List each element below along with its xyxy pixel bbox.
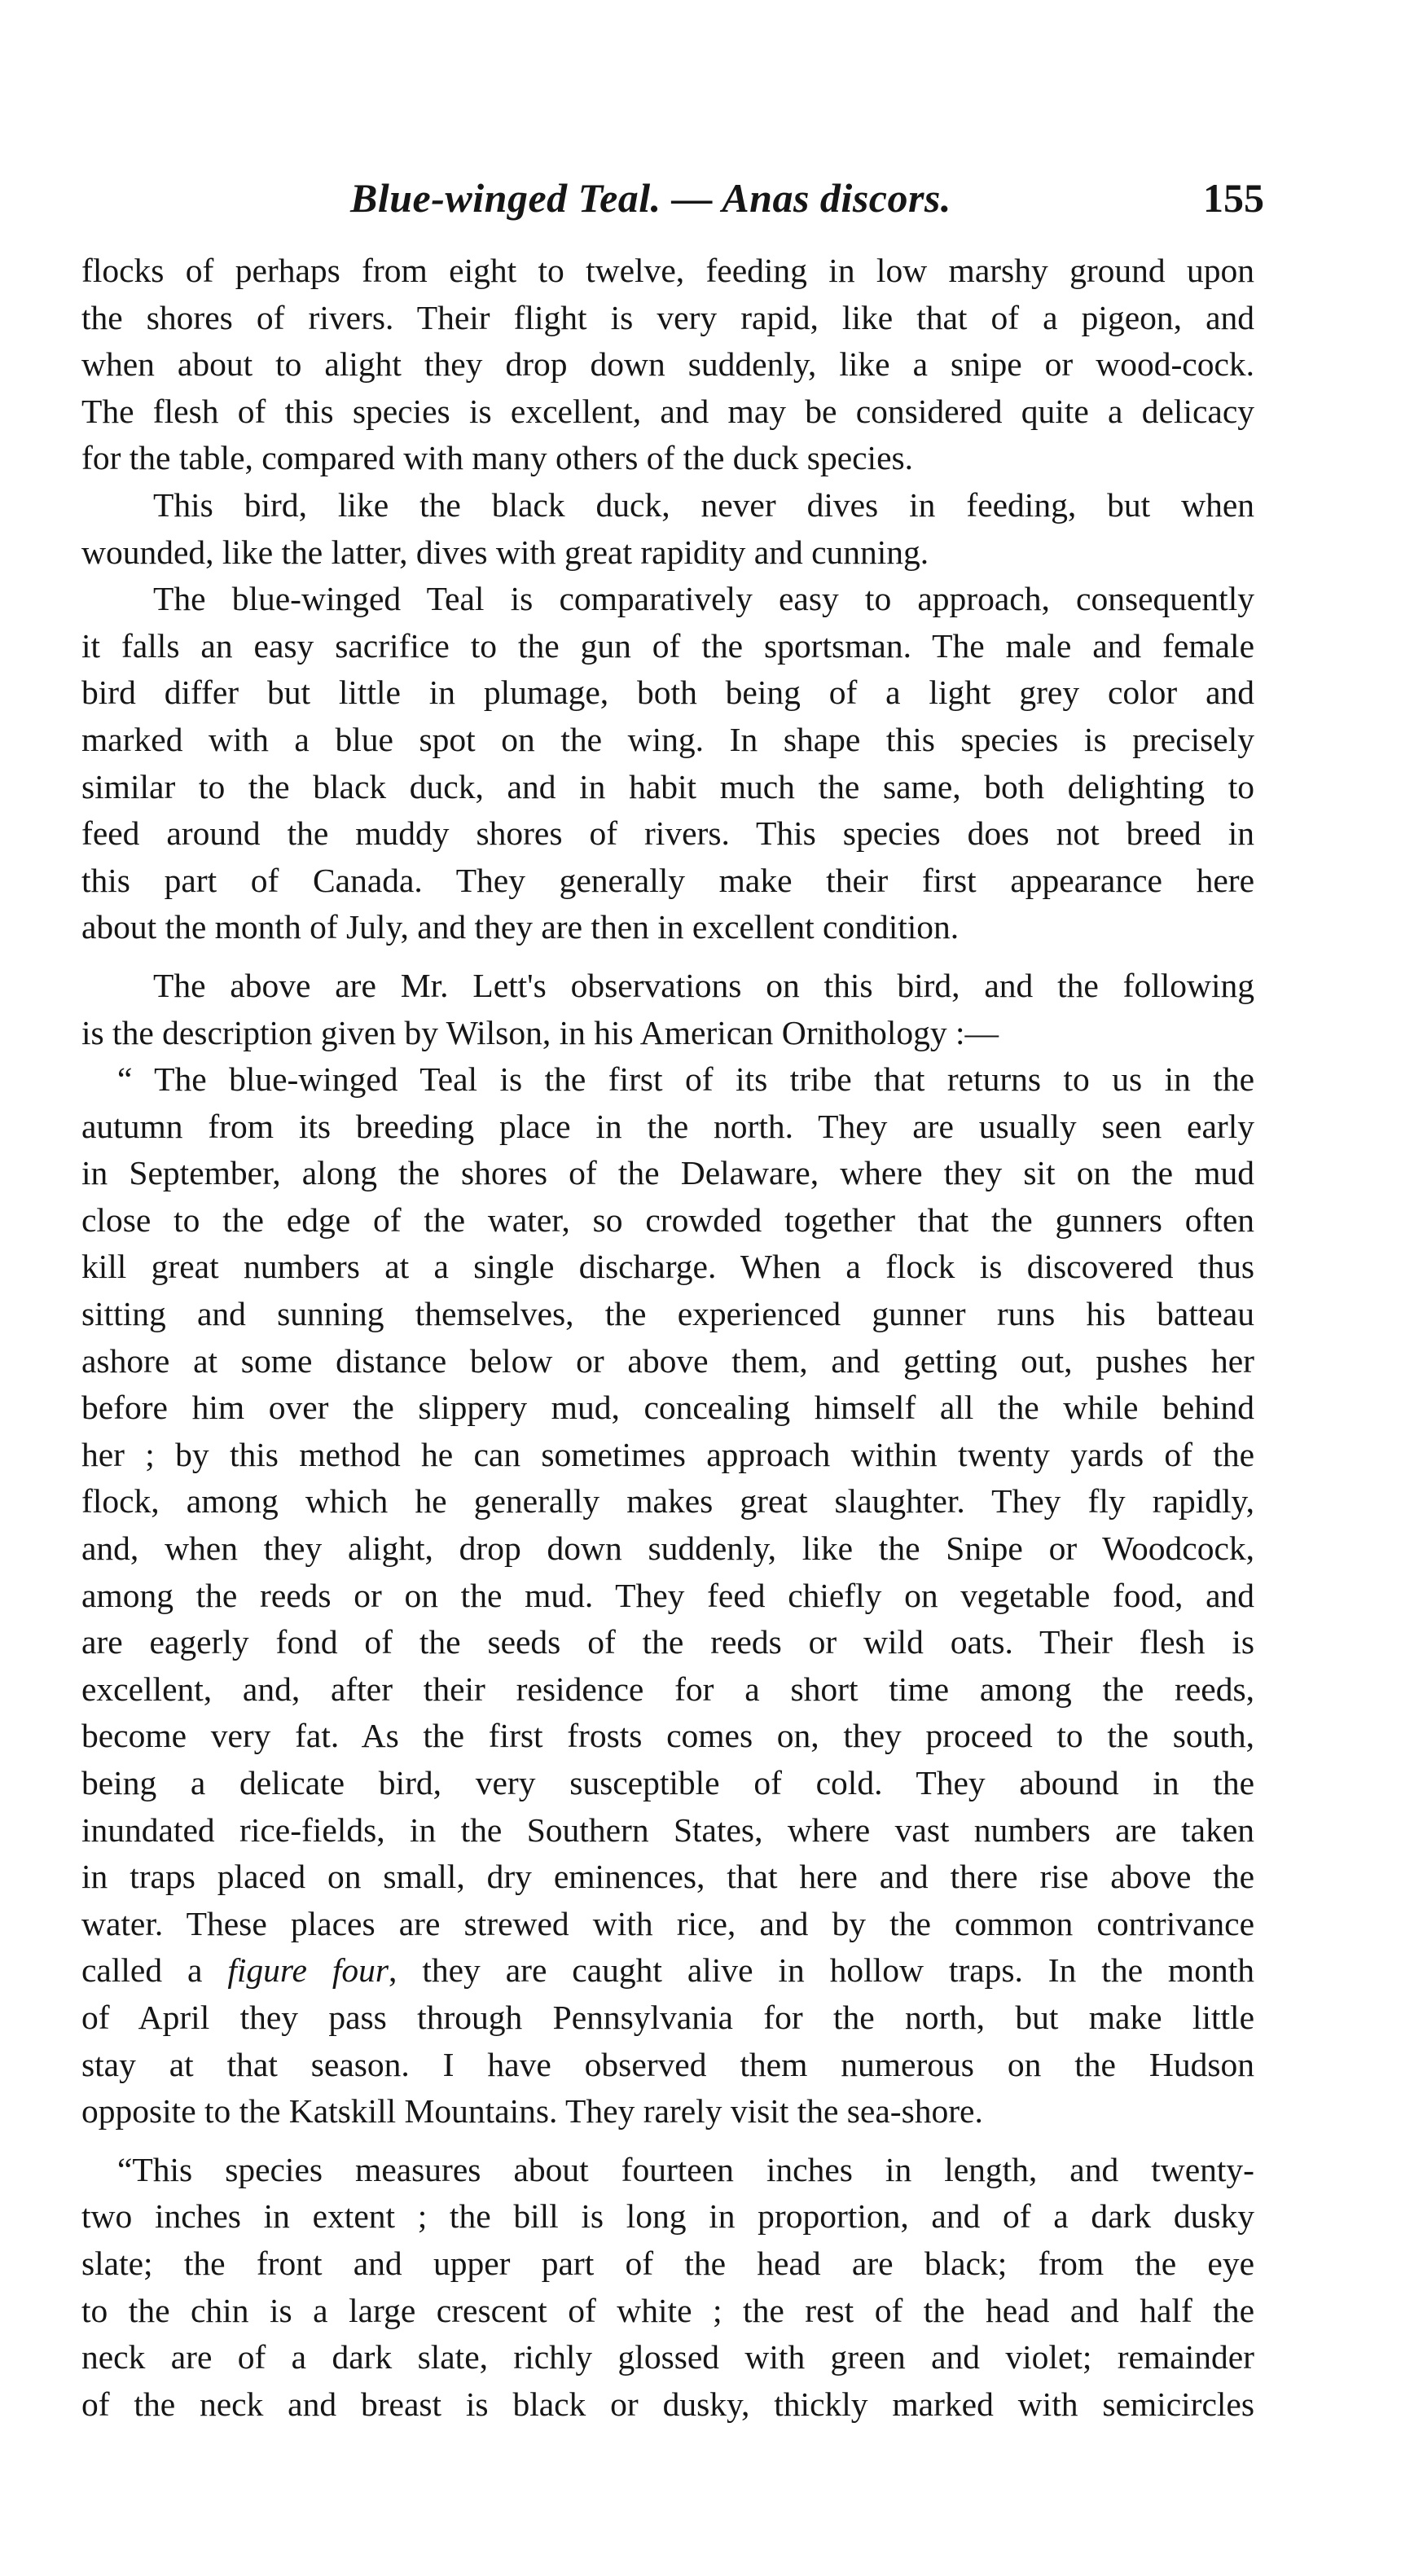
running-head xyxy=(81,163,1264,228)
text-line: bird differ but little in plumage, both being of a light grey color and xyxy=(81,674,1254,712)
paragraph-flocks xyxy=(81,248,1254,482)
body-text xyxy=(81,248,1254,2428)
text-line: this part of Canada. They generally make their first appearance here xyxy=(81,861,1254,899)
text-line: marked with a blue spot on the wing. In shape this species is precisely xyxy=(81,720,1254,758)
text-line: in September, along the shores of the Delaware, where they sit on the mud xyxy=(81,1154,1254,1192)
text-line: kill great numbers at a single discharge. When a flock is discovered thus xyxy=(81,1248,1254,1286)
text-line: opposite to the Katskill Mountains. They rarely visit the sea-shore. xyxy=(81,2092,983,2131)
paragraph-measurements xyxy=(81,2147,1254,2429)
text-line: in traps placed on small, dry eminences, that here and there rise above the xyxy=(81,1858,1254,1896)
text-line: This bird, like the black duck, never dives in feeding, but when xyxy=(153,485,1254,524)
paragraph-approach xyxy=(81,576,1254,951)
text-line: excellent, and, after their residence for a short time among the reeds, xyxy=(81,1670,1254,1708)
text-line: two inches in extent ; the bill is long in proportion, and of a dark dusky xyxy=(81,2197,1254,2236)
book-page xyxy=(81,163,1264,2428)
text-line: flocks of perhaps from eight to twelve, feeding in low marshy ground upon xyxy=(81,252,1254,289)
text-line: before him over the slippery mud, concealing himself all the while behind xyxy=(81,1389,1254,1427)
text-line: flock, among which he generally makes great slaughter. They fly rapidly, xyxy=(81,1482,1254,1521)
text-line: “ The blue-winged Teal is the first of its tribe that returns to us in the xyxy=(117,1060,1254,1099)
text-line: of April they pass through Pennsylvania for the north, but make little xyxy=(81,1998,1254,2036)
text-line: are eagerly fond of the seeds of the reeds or wild oats. Their flesh is xyxy=(81,1623,1254,1661)
paragraph-wilson-quote xyxy=(81,1056,1254,2135)
text-line: when about to alight they drop down suddenly, like a snipe or wood-cock. xyxy=(81,345,1254,384)
text-line: “This species measures about fourteen inches in length, and twenty- xyxy=(117,2150,1254,2188)
text-line-with-italic: called a figure four, they are caught alive in hollow traps. In the month xyxy=(81,1951,1254,1990)
text-line: close to the edge of the water, so crowded together that the gunners often xyxy=(81,1200,1254,1239)
text-line: autumn from its breeding place in the north. They are usually seen early xyxy=(81,1107,1254,1145)
paragraph-wilson-intro xyxy=(81,963,1254,1056)
text-line: is the description given by Wilson, in his American Ornithology :— xyxy=(81,1013,999,1051)
page-number: 155 xyxy=(1203,175,1264,221)
text-line: stay at that season. I have observed them numerous on the Hudson xyxy=(81,2045,1254,2083)
text-line: about the month of July, and they are then in excellent condition. xyxy=(81,908,960,946)
text-line: neck are of a dark slate, richly glossed with green and violet; remainder xyxy=(81,2338,1254,2376)
text-line: inundated rice-fields, in the Southern States, where vast numbers are taken xyxy=(81,1810,1254,1849)
text-line: it falls an easy sacrifice to the gun of the sportsman. The male and female xyxy=(81,626,1254,665)
text-line: for the table, compared with many others of the duck species. xyxy=(81,439,914,477)
text-line: slate; the front and upper part of the head are black; from the eye xyxy=(81,2244,1254,2282)
text-line: similar to the black duck, and in habit much the same, both delighting to xyxy=(81,767,1254,805)
text-line: being a delicate bird, very susceptible of cold. They abound in the xyxy=(81,1764,1254,1801)
text-line: the shores of rivers. Their flight is very rapid, like that of a pigeon, and xyxy=(81,298,1254,336)
text-line: of the neck and breast is black or dusky, thickly marked with semicircles xyxy=(81,2385,1254,2423)
text-line: wounded, like the latter, dives with great rapidity and cunning. xyxy=(81,533,929,571)
text-line: become very fat. As the first frosts comes on, they proceed to the south, xyxy=(81,1717,1254,1755)
text-line: sitting and sunning themselves, the experienced gunner runs his batteau xyxy=(81,1295,1254,1333)
text-line: feed around the muddy shores of rivers. This species does not breed in xyxy=(81,814,1254,853)
text-line: to the chin is a large crescent of white ; the rest of the head and half the xyxy=(81,2291,1254,2329)
text-line: water. These places are strewed with rice, and by the common contrivance xyxy=(81,1904,1254,1942)
text-line: among the reeds or on the mud. They feed chiefly on vegetable food, and xyxy=(81,1576,1254,1614)
text-line: ashore at some distance below or above them, and getting out, pushes her xyxy=(81,1341,1254,1380)
text-line: The flesh of this species is excellent, and may be considered quite a delicacy xyxy=(81,392,1254,430)
text-line: The above are Mr. Lett's observations on this bird, and the following xyxy=(153,966,1254,1004)
paragraph-diving xyxy=(81,482,1254,576)
text-line: and, when they alight, drop down suddenly, like the Snipe or Woodcock, xyxy=(81,1529,1254,1568)
italic-phrase: figure four xyxy=(227,1951,389,1990)
running-title: Blue-winged Teal. — Anas discors. xyxy=(350,175,951,221)
text-line: her ; by this method he can sometimes approach within twenty yards of the xyxy=(81,1435,1254,1473)
text-line: The blue-winged Teal is comparatively easy to approach, consequently xyxy=(153,580,1254,618)
